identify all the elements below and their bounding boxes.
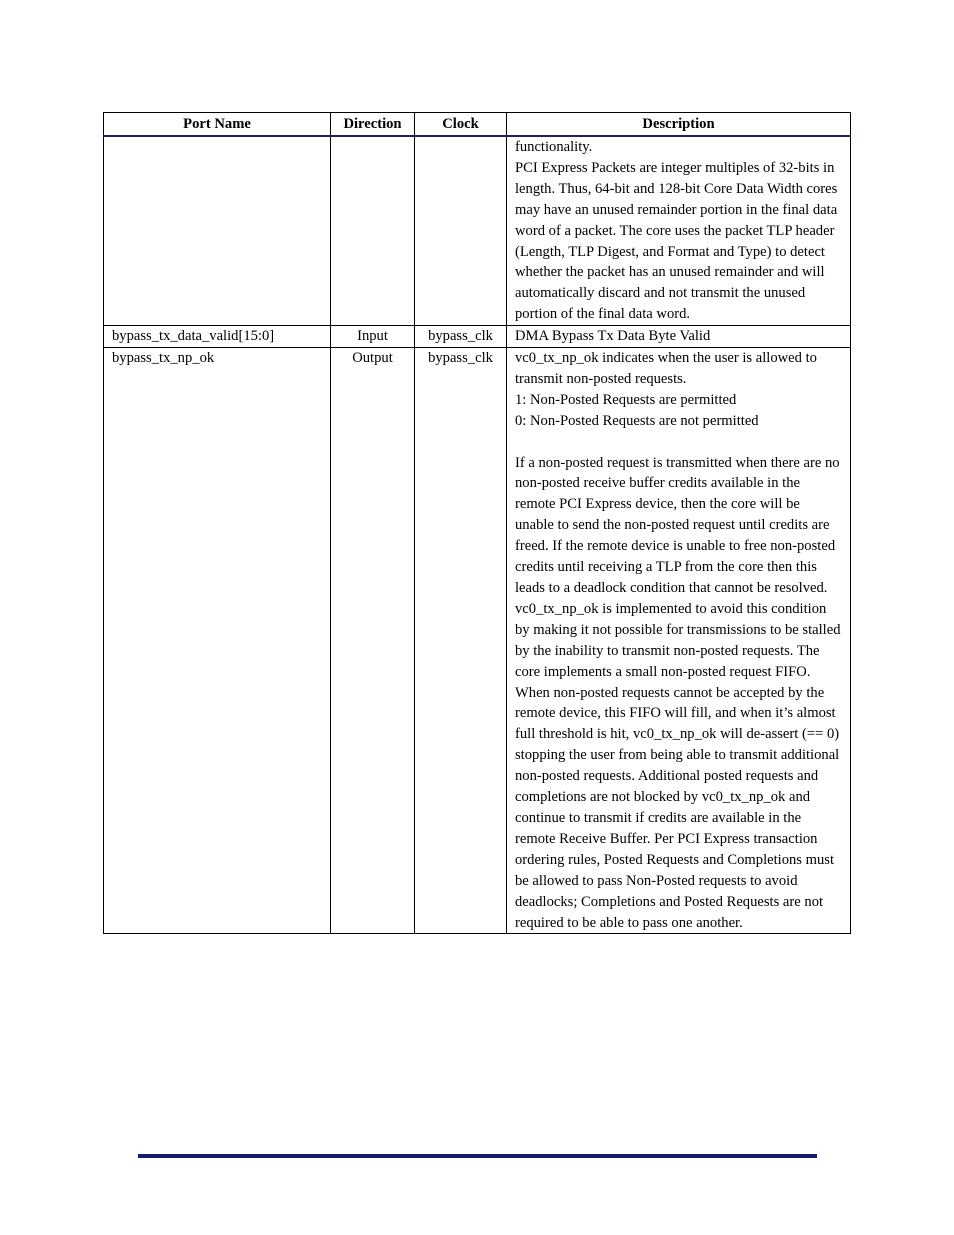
description-paragraph: vc0_tx_np_ok is implemented to avoid this condition by making it not possible for transmissions to be stalled by the inability to transmit non-posted requests. The core implements a small non-posted request FIFO. When non-posted requests cannot be accepted by the remote device, this FIFO will fill, and when it’s almost full threshold is hit, vc0_tx_np_ok will de-assert (== 0) stopping the user from being able to transmit additional non-posted requests. Additional posted requests and completions are not blocked by vc0_tx_np_ok and continue to transmit if credits are available in the remote Receive Buffer. Per PCI Express transaction ordering rules, Posted Requests and Completions must be allowed to pass Non-Posted requests to avoid deadlocks; Completions and Posted Requests are not required to be able to pass one another. bbox=[515, 600, 841, 931]
header-clock: Clock bbox=[415, 113, 507, 137]
header-direction: Direction bbox=[331, 113, 415, 137]
clock-cell bbox=[415, 136, 507, 326]
header-port-name: Port Name bbox=[104, 113, 331, 137]
description-paragraph: PCI Express Packets are integer multiples of 32-bits in length. Thus, 64-bit and 128-bit Core Data Width cores may have an unused remainder portion in the final data word of a packet. The core uses the packet TLP header (Length, TLP Digest, and Format and Type) to detect whether the packet has an unused remainder and will automatically discard and not transmit the unused portion of the final data word. bbox=[515, 159, 838, 323]
header-description: Description bbox=[507, 113, 851, 137]
description-paragraph: functionality. bbox=[515, 139, 593, 155]
description-paragraph: 0: Non-Posted Requests are not permitted bbox=[515, 412, 759, 429]
port-name-cell: bypass_tx_data_valid[15:0] bbox=[104, 326, 331, 348]
description-paragraph: 1: Non-Posted Requests are permitted bbox=[515, 391, 737, 408]
port-table bbox=[103, 112, 851, 934]
direction-cell bbox=[331, 136, 415, 326]
description-paragraph: vc0_tx_np_ok indicates when the user is allowed to transmit non-posted requests. bbox=[515, 350, 817, 387]
footer-rule bbox=[138, 1154, 817, 1158]
port-name-cell: bypass_tx_np_ok bbox=[104, 348, 331, 934]
port-name-cell bbox=[104, 136, 331, 326]
table-body bbox=[104, 136, 851, 934]
direction-cell: Output bbox=[331, 348, 415, 934]
table-row bbox=[104, 136, 851, 326]
table-row bbox=[104, 326, 851, 348]
paragraph-spacer bbox=[515, 432, 842, 453]
description-cell bbox=[507, 348, 851, 934]
table-header bbox=[104, 113, 851, 137]
header-row bbox=[104, 113, 851, 137]
clock-cell: bypass_clk bbox=[415, 348, 507, 934]
description-paragraph: If a non-posted request is transmitted when there are no non-posted receive buffer credits available in the remote PCI Express device, then the core will be unable to send the non-posted request until credits are freed. If the remote device is unable to free non-posted credits until receiving a TLP from the core then this leads to a deadlock condition that cannot be resolved. bbox=[515, 454, 840, 597]
description-paragraph: DMA Bypass Tx Data Byte Valid bbox=[515, 328, 711, 345]
table-row bbox=[104, 348, 851, 934]
direction-cell: Input bbox=[331, 326, 415, 348]
clock-cell: bypass_clk bbox=[415, 326, 507, 348]
description-cell bbox=[507, 136, 851, 326]
description-cell bbox=[507, 326, 851, 348]
